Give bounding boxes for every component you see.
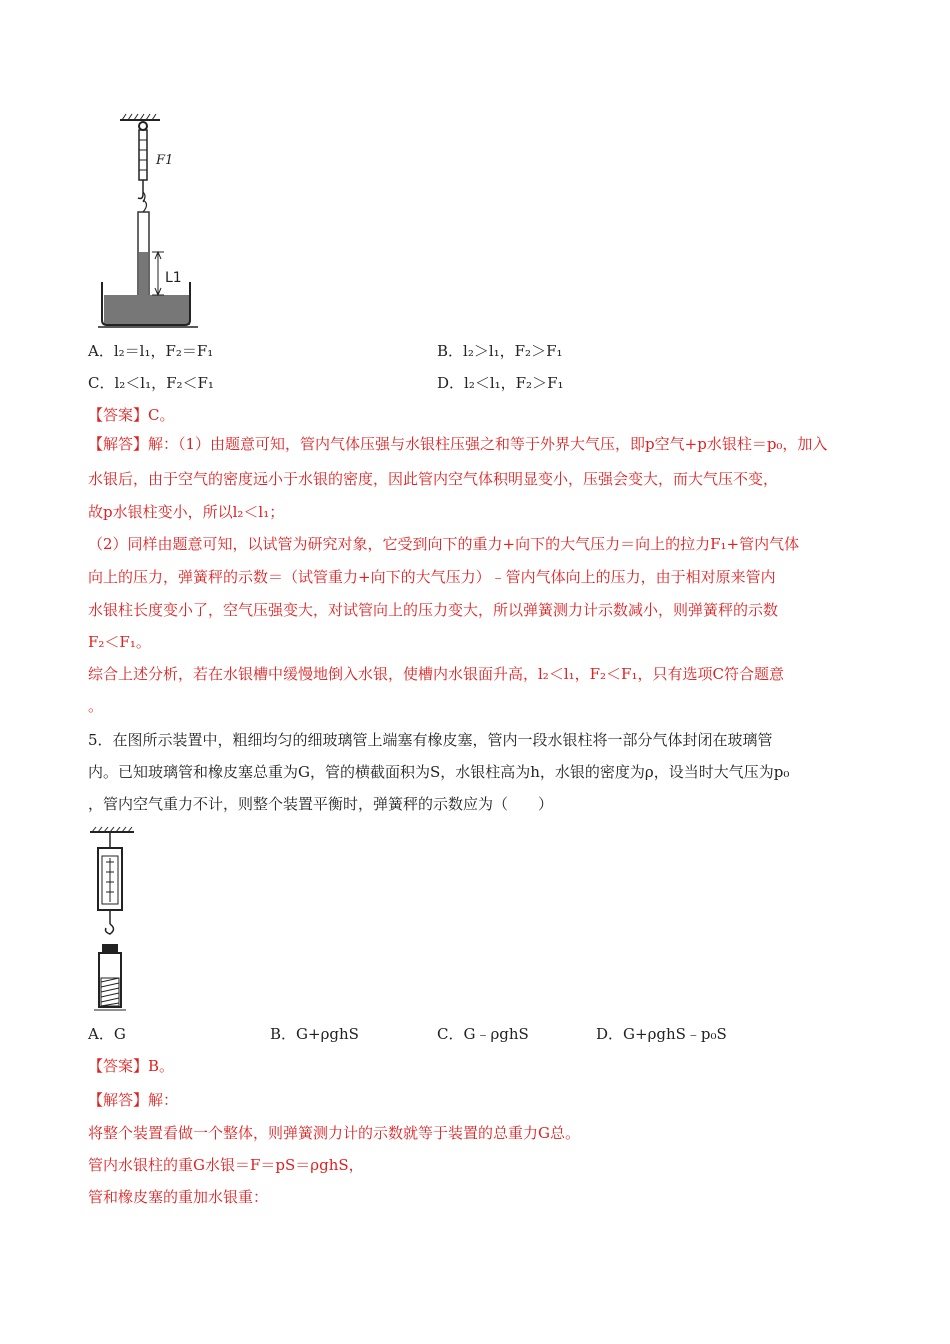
q5-stem-line-2: 内。已知玻璃管和橡皮塞总重为G，管的横截面积为S，水银柱高为h，水银的密度为ρ，设当时大气压为p₀ xyxy=(88,763,790,781)
q4-option-d: D．l₂＜l₁，F₂＞F₁ xyxy=(437,374,564,392)
q4-option-a: A．l₂＝l₁，F₂＝F₁ xyxy=(88,342,214,360)
q5-analysis-line-2: 将整个装置看做一个整体，则弹簧测力计的示数就等于装置的总重力G总。 xyxy=(88,1124,580,1142)
q4-option-b: B．l₂＞l₁，F₂＞F₁ xyxy=(437,342,563,360)
q5-option-d: D．G+ρghS﹣p₀S xyxy=(596,1025,727,1043)
q4-analysis-line-7: F₂＜F₁。 xyxy=(88,633,151,651)
q4-analysis-line-4: （2）同样由题意可知，以试管为研究对象，它受到向下的重力+向下的大气压力＝向上的拉力F₁+管内气体 xyxy=(88,535,800,553)
q5-analysis-line-1: 【解答】解： xyxy=(88,1091,179,1109)
q5-analysis-line-3: 管内水银柱的重G水银＝F＝pS＝ρghS， xyxy=(88,1156,364,1174)
q5-option-a: A．G xyxy=(88,1025,126,1043)
q4-option-c: C．l₂＜l₁，F₂＜F₁ xyxy=(88,374,214,392)
q5-stem-line-3: ，管内空气重力不计，则整个装置平衡时，弹簧秤的示数应为（ ） xyxy=(88,795,554,813)
figure-spring-scale-tube-2 xyxy=(88,826,148,1012)
force-label-f1: F1 xyxy=(156,153,174,168)
q4-analysis-line-6: 水银柱长度变小了，空气压强变大，对试管向上的压力变大，所以弹簧测力计示数减小，则弹簧秤的示数 xyxy=(88,601,779,619)
q4-analysis-line-2: 水银后，由于空气的密度远小于水银的密度，因此管内空气体积明显变小，压强会变大，而大气压不变， xyxy=(88,470,779,488)
figure-spring-scale-tube-1 xyxy=(98,112,208,328)
q5-answer: 【答案】B。 xyxy=(88,1057,175,1075)
q5-option-c: C．G﹣ρghS xyxy=(437,1025,529,1043)
q5-option-b: B．G+ρghS xyxy=(270,1025,359,1043)
q5-stem-line-1: 5．在图所示装置中，粗细均匀的细玻璃管上端塞有橡皮塞，管内一段水银柱将一部分气体封闭在玻璃管 xyxy=(88,731,773,749)
q4-analysis-line-9: 。 xyxy=(88,697,104,715)
q4-analysis-line-8: 综合上述分析，若在水银槽中缓慢地倒入水银，使槽内水银面升高，l₂＜l₁，F₂＜F₁，只有选项C符合题意 xyxy=(88,665,784,683)
q4-analysis-line-1: 【解答】解：（1）由题意可知，管内气体压强与水银柱压强之和等于外界大气压，即p空气+p水银柱＝p₀，加入 xyxy=(88,435,828,453)
length-label-l1: L1 xyxy=(165,270,182,286)
q4-answer: 【答案】C。 xyxy=(88,406,175,424)
q5-analysis-line-4: 管和橡皮塞的重加水银重： xyxy=(88,1188,269,1206)
q4-analysis-line-5: 向上的压力，弹簧秤的示数＝（试管重力+向下的大气压力）﹣管内气体向上的压力，由于相对原来管内 xyxy=(88,568,776,586)
q4-analysis-line-3: 故p水银柱变小，所以l₂＜l₁； xyxy=(88,503,285,521)
